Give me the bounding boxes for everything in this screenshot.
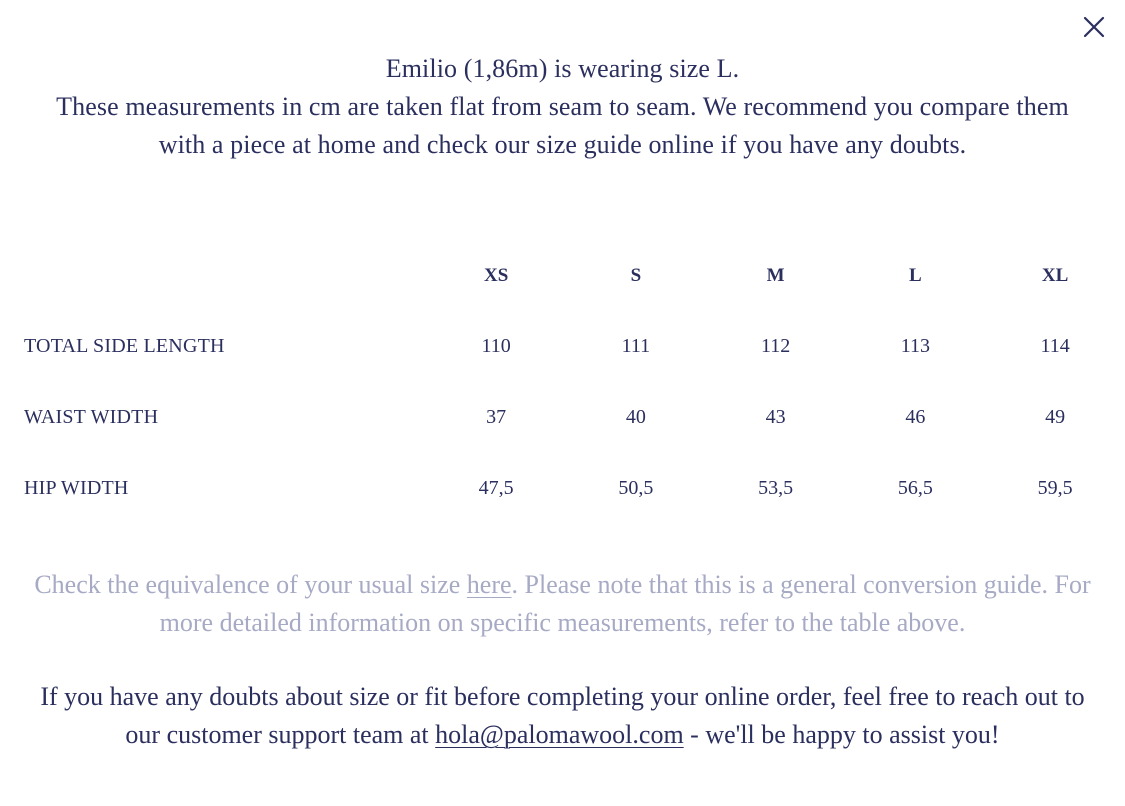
conversion-text-after: . Please note that this is a general conversion guide. For more detailed information on specific measurements, refer to the table above. [159,570,1091,637]
table-cell: 53,5 [758,477,794,499]
row-label: WAIST WIDTH [24,406,159,428]
table-cell: 59,5 [1037,477,1073,499]
size-header-l: L [908,264,922,286]
empty-header-cell [0,240,426,311]
size-conversion-note [20,566,1105,642]
size-table [0,240,1125,524]
table-cell: 43 [765,406,786,428]
table-cell: 114 [1040,335,1070,357]
table-cell: 37 [486,406,507,428]
size-header-m: M [766,264,785,286]
model-size-text: Emilio (1,86m) is wearing size L. [385,54,740,83]
close-icon [1083,16,1105,38]
conversion-text-before: Check the equivalence of your usual size [34,570,467,599]
size-header-xl: XL [1041,264,1069,286]
row-label: TOTAL SIDE LENGTH [24,335,225,357]
table-cell: 56,5 [897,477,933,499]
table-cell: 49 [1045,406,1066,428]
size-header-s: S [630,264,642,286]
table-cell: 111 [621,335,651,357]
table-row [0,453,1125,524]
table-cell: 113 [900,335,930,357]
table-cell: 47,5 [478,477,514,499]
measurement-note: These measurements in cm are taken flat from seam to seam. We recommend you compare them with a piece at home and check our size guide online if you have any doubts. [56,92,1069,159]
table-cell: 110 [481,335,511,357]
table-row [0,382,1125,453]
support-email-link[interactable]: hola@palomawool.com [435,720,684,749]
table-cell: 40 [625,406,646,428]
size-header-xs: XS [483,264,509,286]
close-button[interactable] [1077,10,1111,44]
size-header-row [0,240,1125,311]
support-note [20,678,1105,754]
size-equivalence-link[interactable]: here [466,570,512,599]
conversion-paragraph [20,566,1105,642]
table-row [0,311,1125,382]
model-info [40,50,1085,164]
table-cell: 46 [905,406,926,428]
support-text-before: If you have any doubts about size or fit before completing your online order, feel free to reach out to our customer support team at [40,682,1085,749]
support-paragraph [20,678,1105,754]
row-label: HIP WIDTH [24,477,129,499]
table-cell: 112 [760,335,791,357]
table-cell: 50,5 [618,477,654,499]
support-text-after: - we'll be happy to assist you! [683,720,1000,749]
